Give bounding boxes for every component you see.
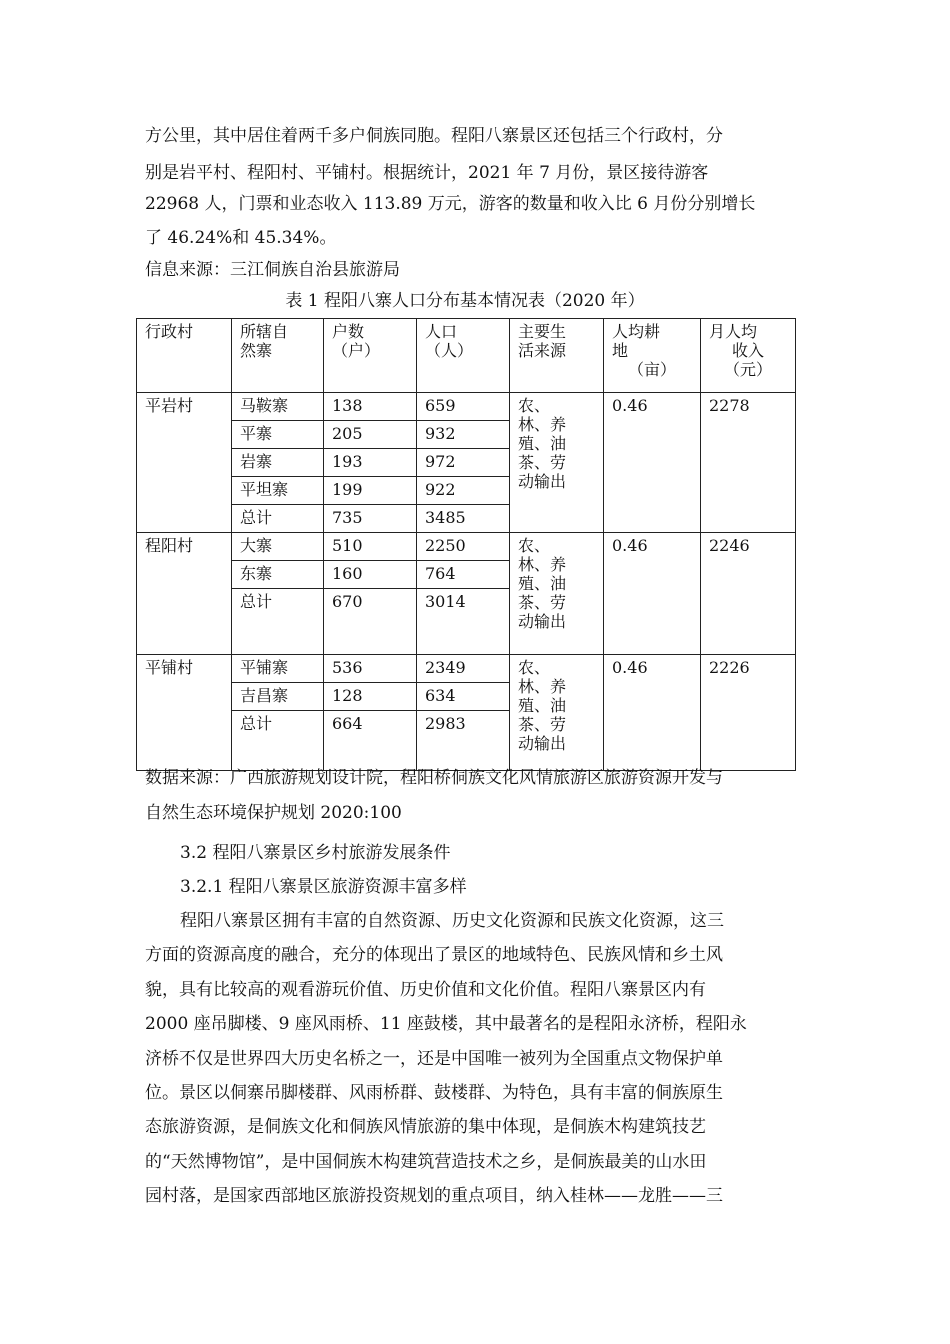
natural-village-cell: 吉昌寨 [232,683,324,711]
village-name: 平铺村 [137,655,232,771]
header-village: 行政村 [137,319,232,393]
header-farmland: 人均耕 地 （亩） [604,319,701,393]
data-source-line-1: 数据来源：广西旅游规划设计院，程阳桥侗族文化风情旅游区旅游资源开发与 [145,768,723,788]
section-heading: 3.2 程阳八寨景区乡村旅游发展条件 [180,843,451,863]
livelihood-cell: 农、 林、养 殖、油 茶、劳 动输出 [510,655,604,771]
natural-village-cell: 东寨 [232,561,324,589]
population-cell: 3014 [417,589,510,655]
intro-line-3: 22968 人，门票和业态收入 113.89 万元，游客的数量和收入比 6 月份分别增长 [145,194,756,214]
livelihood-cell: 农、 林、养 殖、油 茶、劳 动输出 [510,533,604,655]
farmland-cell: 0.46 [604,533,701,655]
households-cell: 510 [324,533,417,561]
population-cell: 659 [417,393,510,421]
farmland-cell: 0.46 [604,393,701,533]
population-cell: 2250 [417,533,510,561]
households-cell: 128 [324,683,417,711]
body-line-6: 位。景区以侗寨吊脚楼群、风雨桥群、鼓楼群、为特色，具有丰富的侗族原生 [145,1083,723,1103]
village-name: 程阳村 [137,533,232,655]
body-line-9: 园村落，是国家西部地区旅游投资规划的重点项目，纳入桂林——龙胜——三 [145,1186,723,1206]
population-cell: 972 [417,449,510,477]
header-livelihood: 主要生 活来源 [510,319,604,393]
population-cell: 2983 [417,711,510,771]
intro-line-4: 了 46.24%和 45.34%。 [145,228,337,248]
population-cell: 764 [417,561,510,589]
natural-village-cell: 总计 [232,505,324,533]
population-cell: 922 [417,477,510,505]
households-cell: 193 [324,449,417,477]
natural-village-cell: 总计 [232,589,324,655]
info-source: 信息来源：三江侗族自治县旅游局 [145,260,400,280]
income-cell: 2278 [701,393,796,533]
natural-village-cell: 平坦寨 [232,477,324,505]
natural-village-cell: 总计 [232,711,324,771]
population-cell: 2349 [417,655,510,683]
village-name: 平岩村 [137,393,232,533]
households-cell: 536 [324,655,417,683]
population-cell: 3485 [417,505,510,533]
body-line-5: 济桥不仅是世界四大历史名桥之一，还是中国唯一被列为全国重点文物保护单 [145,1049,723,1069]
subsection-heading: 3.2.1 程阳八寨景区旅游资源丰富多样 [180,877,467,897]
body-line-1: 程阳八寨景区拥有丰富的自然资源、历史文化资源和民族文化资源，这三 [180,911,724,931]
population-cell: 634 [417,683,510,711]
header-population: 人口 （人） [417,319,510,393]
farmland-cell: 0.46 [604,655,701,771]
table-row [137,393,796,421]
households-cell: 735 [324,505,417,533]
table-caption: 表 1 程阳八寨人口分布基本情况表（2020 年） [285,291,645,311]
intro-line-1: 方公里，其中居住着两千多户侗族同胞。程阳八寨景区还包括三个行政村，分 [145,126,723,146]
body-line-3: 貌，具有比较高的观看游玩价值、历史价值和文化价值。程阳八寨景区内有 [145,980,706,1000]
body-line-4: 2000 座吊脚楼、9 座风雨桥、11 座鼓楼，其中最著名的是程阳永济桥，程阳永 [145,1014,747,1034]
households-cell: 205 [324,421,417,449]
natural-village-cell: 岩寨 [232,449,324,477]
data-source-line-2: 自然生态环境保护规划 2020:100 [145,803,402,823]
header-households: 户数 （户） [324,319,417,393]
income-cell: 2246 [701,533,796,655]
households-cell: 670 [324,589,417,655]
population-table [136,318,796,771]
table-row [137,533,796,561]
header-income: 月人均 收入 （元） [701,319,796,393]
table-row [137,655,796,683]
natural-village-cell: 马鞍寨 [232,393,324,421]
body-line-8: 的“天然博物馆”，是中国侗族木构建筑营造技术之乡，是侗族最美的山水田 [145,1152,707,1172]
households-cell: 138 [324,393,417,421]
header-natural-village: 所辖自 然寨 [232,319,324,393]
income-cell: 2226 [701,655,796,771]
population-cell: 932 [417,421,510,449]
households-cell: 160 [324,561,417,589]
body-line-7: 态旅游资源，是侗族文化和侗族风情旅游的集中体现，是侗族木构建筑技艺 [145,1117,706,1137]
households-cell: 664 [324,711,417,771]
natural-village-cell: 大寨 [232,533,324,561]
table-header-row [137,319,796,393]
natural-village-cell: 平铺寨 [232,655,324,683]
natural-village-cell: 平寨 [232,421,324,449]
livelihood-cell: 农、 林、养 殖、油 茶、劳 动输出 [510,393,604,533]
intro-line-2: 别是岩平村、程阳村、平铺村。根据统计，2021 年 7 月份，景区接待游客 [145,163,709,183]
body-line-2: 方面的资源高度的融合，充分的体现出了景区的地域特色、民族风情和乡土风 [145,945,723,965]
households-cell: 199 [324,477,417,505]
